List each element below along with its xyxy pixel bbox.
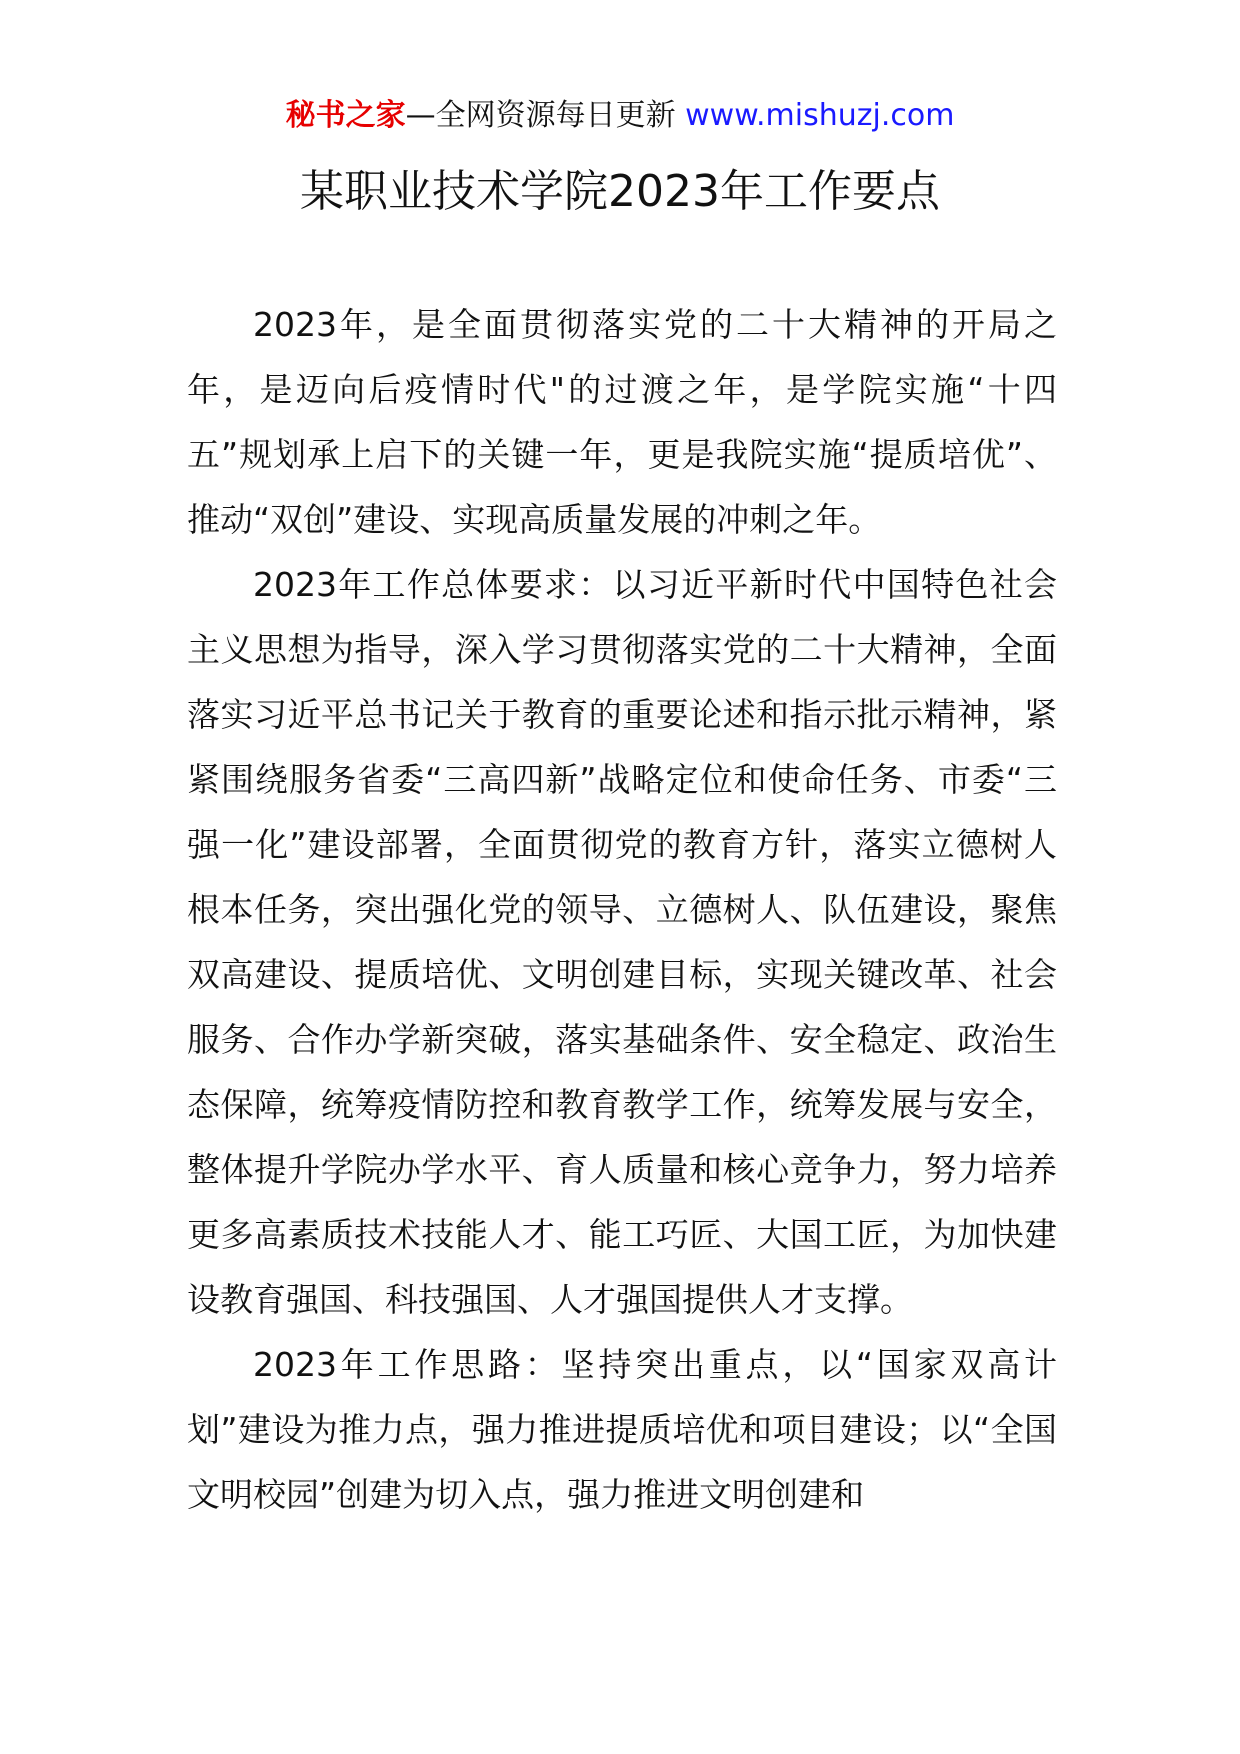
brand-name: 秘书之家 [285,98,406,133]
watermark-header [0,96,1240,136]
document-body [187,292,1057,1527]
paragraph-3: 2023年工作思路：坚持突出重点，以“国家双高计划”建设为推力点，强力推进提质培优和项目建设；以“全国文明校园”创建为切入点，强力推进文明创建和 [187,1345,1057,1514]
paragraph-2: 2023年工作总体要求：以习近平新时代中国特色社会主义思想为指导，深入学习贯彻落实党的二十大精神，全面落实习近平总书记关于教育的重要论述和指示批示精神，紧紧围绕服务省委“三高四新”战略定位和使命任务、市委“三强一化”建设部署，全面贯彻党的教育方针，落实立德树人根本任务，突出强化党的领导、立德树人、队伍建设，聚焦双高建设、提质培优、文明创建目标，实现关键改革、社会服务、合作办学新突破，落实基础条件、安全稳定、政治生态保障，统筹疫情防控和教育教学工作，统筹发展与安全，整体提升学院办学水平、育人质量和核心竞争力，努力培养更多高素质技术技能人才、能工巧匠、大国工匠，为加快建设教育强国、科技强国、人才强国提供人才支撑。 [187,565,1057,1319]
site-url: www.mishuzj.com [685,98,955,133]
paragraph-1: 2023年，是全面贯彻落实党的二十大精神的开局之年，是迈向后疫情时代"的过渡之年，是学院实施“十四五”规划承上启下的关键一年，更是我院实施“提质培优”、推动“双创”建设、实现高质量发展的冲刺之年。 [187,305,1057,539]
brand-slogan: —全网资源每日更新 [405,98,676,133]
document-title: 某职业技术学院2023年工作要点 [300,166,940,217]
